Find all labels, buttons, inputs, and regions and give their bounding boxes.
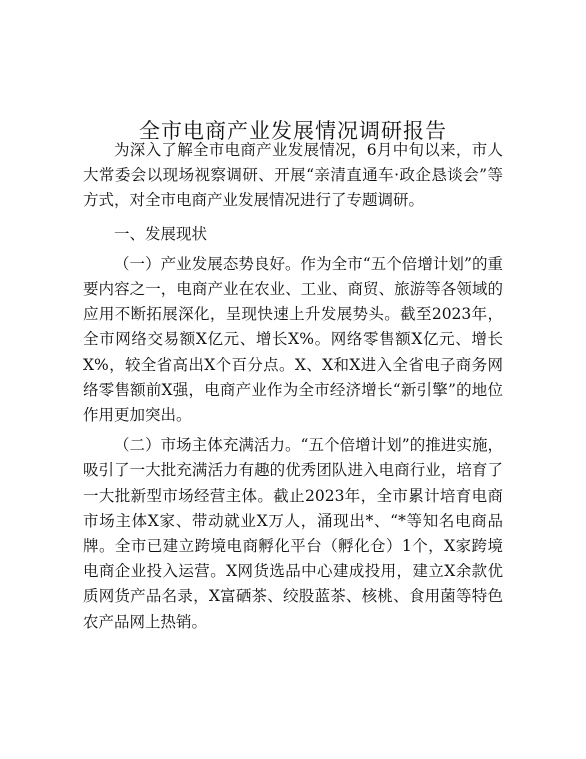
document-body [83, 138, 503, 635]
section-heading: 一、发展现状 [114, 224, 208, 243]
paragraph-industry-development: （一）产业发展态势良好。作为全市“五个倍增计划”的重要内容之一，电商产业在农业、工业、商贸、旅游等各领域的应用不断拓展深化，呈现快速上升发展势头。截至2023年，全市网络交易额X亿元、增长X%。网络零售额X亿元、增长X%，较全省高出X个百分点。X、X和X进入全省电子商务网络零售额前X强，电商产业作为全市经济增长“新引擎”的地位作用更加突出。 [83, 254, 503, 425]
paragraph-market-entities: （二）市场主体充满活力。“五个倍增计划”的推进实施，吸引了一大批充满活力有趣的优秀团队进入电商行业，培育了一大批新型市场经营主体。截止2023年，全市累计培育电商市场主体X家、带动就业X万人，涌现出*、“*等知名电商品牌。全市已建立跨境电商孵化平台（孵化仓）1个，X家跨境电商企业投入运营。X网货选品中心建成投用，建立X余款优质网货产品名录，X富硒茶、绞股蓝茶、核桃、食用菌等特色农产品网上热销。 [83, 436, 503, 631]
intro-paragraph: 为深入了解全市电商产业发展情况，6月中旬以来，市人大常委会以现场视察调研、开展“亲清直通车·政企恳谈会”等方式，对全市电商产业发展情况进行了专题调研。 [83, 141, 503, 210]
document-title: 全市电商产业发展情况调研报告 [139, 119, 447, 144]
